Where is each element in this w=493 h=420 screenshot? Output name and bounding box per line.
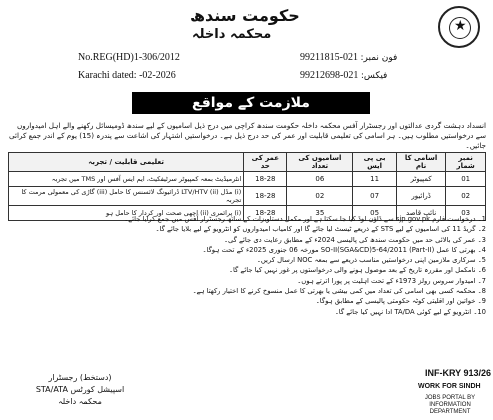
age-cell: 18-28: [244, 172, 287, 187]
col-header: تعلیمی قابلیت / تجربہ: [9, 153, 244, 172]
age-cell: 18-28: [244, 187, 287, 206]
table-row: [9, 172, 486, 187]
date-line: Karachi dated: -02-2026: [78, 70, 176, 81]
jobs-portal-text: JOBS PORTAL BY INFORMATION DEPARTMENT: [424, 395, 476, 415]
count-cell: 06: [287, 172, 353, 187]
list-item: 6۔ نامکمل اور مقررہ تاریخ کے بعد موصول ہونے والی درخواستوں پر غور نہیں کیا جائے گا۔: [228, 266, 486, 275]
signatory-role: اسپیشل کورٹس STA/ATA: [35, 385, 125, 394]
col-header: اسامیوں کی تعداد: [287, 153, 353, 172]
bps-cell: 11: [353, 172, 396, 187]
department-title: محکمہ داخلہ: [192, 27, 272, 42]
list-item: 5۔ سرکاری ملازمین اپنی درخواستیں مناسب ذریعے سے بمعہ NOC ارسال کریں۔: [256, 256, 486, 265]
list-item: 7۔ امیدوار سروس رولز 1973ء کے تحت اہلیت پر پورا اترتے ہوں۔: [297, 276, 486, 285]
count-cell: 35: [287, 206, 353, 221]
list-item: 10۔ انٹرویو کے لیے کوئی TA/DA ادا نہیں کیا جائے گا۔: [334, 307, 486, 316]
signature-text: (دستخط) رجسٹرار: [48, 373, 112, 382]
list-item: 1۔ درخواست فارم sjp.gov.pk سے ڈاؤن لوڈ کیا جا سکتا ہے اور مکمل دستاویزات کے ساتھ رجسٹرار آفس میں جمع کرایا جائے۔: [124, 215, 486, 223]
intro-paragraph: انسداد دہشت گردی عدالتوں اور رجسٹرار آفس محکمہ داخلہ حکومت سندھ کراچی میں درج ذیل اسامیوں کے لیے سندھ ڈومیسائل رکھنے والے اہل امیدواروں سے درخواستیں مطلوب ہیں۔ ہر اسامی کی تعلیمی قابلیت اور عمر کی حد درج ذیل ہے۔ درخواستیں اشتہار کی اشاعت سے پندرہ (15) یوم کے اندر جمع کرائی جائیں۔: [8, 121, 486, 150]
list-item: 2۔ گریڈ 11 کی اسامیوں کے لیے STS کے ذریعے ٹیسٹ لیا جائے گا اور کامیاب امیدواروں کو انٹرویو کے لیے بلایا جائے گا۔: [155, 225, 486, 234]
post-cell: نائب قاصد: [396, 206, 446, 221]
bps-cell: 07: [353, 187, 396, 206]
serial-cell: 01: [446, 172, 486, 187]
phone-line: فون نمبر: 021-99211815: [300, 52, 398, 63]
col-header: اسامی کا نام: [396, 153, 446, 172]
vacancy-table: [8, 152, 486, 221]
bps-cell: 05: [353, 206, 396, 221]
list-item: 8۔ محکمہ کسی بھی اسامی کی تعداد میں کمی بیشی یا بھرتی کا عمل منسوخ کرنے کا اختیار رکھتا ہے۔: [192, 287, 486, 296]
serial-cell: 02: [446, 187, 486, 206]
list-item: 9۔ خواتین اور اقلیتی کوٹہ حکومتی پالیسی کے مطابق ہوگا۔: [315, 297, 486, 306]
jobs-banner: ملازمت کے مواقع: [132, 92, 370, 114]
terms-list: [8, 214, 486, 317]
list-item: 3۔ عمر کی بالائی حد میں حکومت سندھ کی پالیسی 2024ء کے مطابق رعایت دی جائے گی۔: [223, 235, 486, 244]
table-header-row: [9, 153, 486, 172]
post-cell: کمپیوٹر: [396, 172, 446, 187]
qualification-cell: انٹرمیڈیٹ بمعہ کمپیوٹر سرٹیفکیٹ، ایم ایس آفس اور TMS میں تجربہ: [9, 172, 244, 187]
government-title: حکومت سندھ: [190, 6, 300, 25]
serial-cell: 03: [446, 206, 486, 221]
fax-line: فیکس: 021-99212698: [300, 70, 388, 81]
signatory-office: محکمہ داخلہ: [58, 397, 102, 406]
work-for-sindh-logo: WORK FOR SINDH: [418, 383, 481, 390]
count-cell: 02: [287, 187, 353, 206]
qualification-cell: (i) مڈل (ii) LTV/HTV ڈرائیونگ لائسنس کا حامل (iii) گاڑی کی معمولی مرمت کا تجربہ: [9, 187, 244, 206]
table-row: [9, 187, 486, 206]
signature-block: [20, 372, 140, 408]
col-header: عمر کی حد: [244, 153, 287, 172]
post-cell: ڈرائیور: [396, 187, 446, 206]
reference-number: No.REG(HD)1-306/2012: [78, 52, 180, 63]
col-header: نمبر شمار: [446, 153, 486, 172]
age-cell: 18-28: [244, 206, 287, 221]
qualification-cell: (i) پرائمری (ii) اچھی صحت اور کردار کا حامل ہو: [9, 206, 244, 221]
list-item: 4۔ بھرتی کا عمل SO-II(SGA&CD)5-64/2011 (Part-II) مورخہ 06 جنوری 2025ء کے تحت ہوگا۔: [202, 245, 486, 254]
inf-code: INF-KRY 913/26: [425, 368, 492, 378]
col-header: بی پی ایس: [353, 153, 396, 172]
government-seal-icon: [438, 6, 480, 48]
